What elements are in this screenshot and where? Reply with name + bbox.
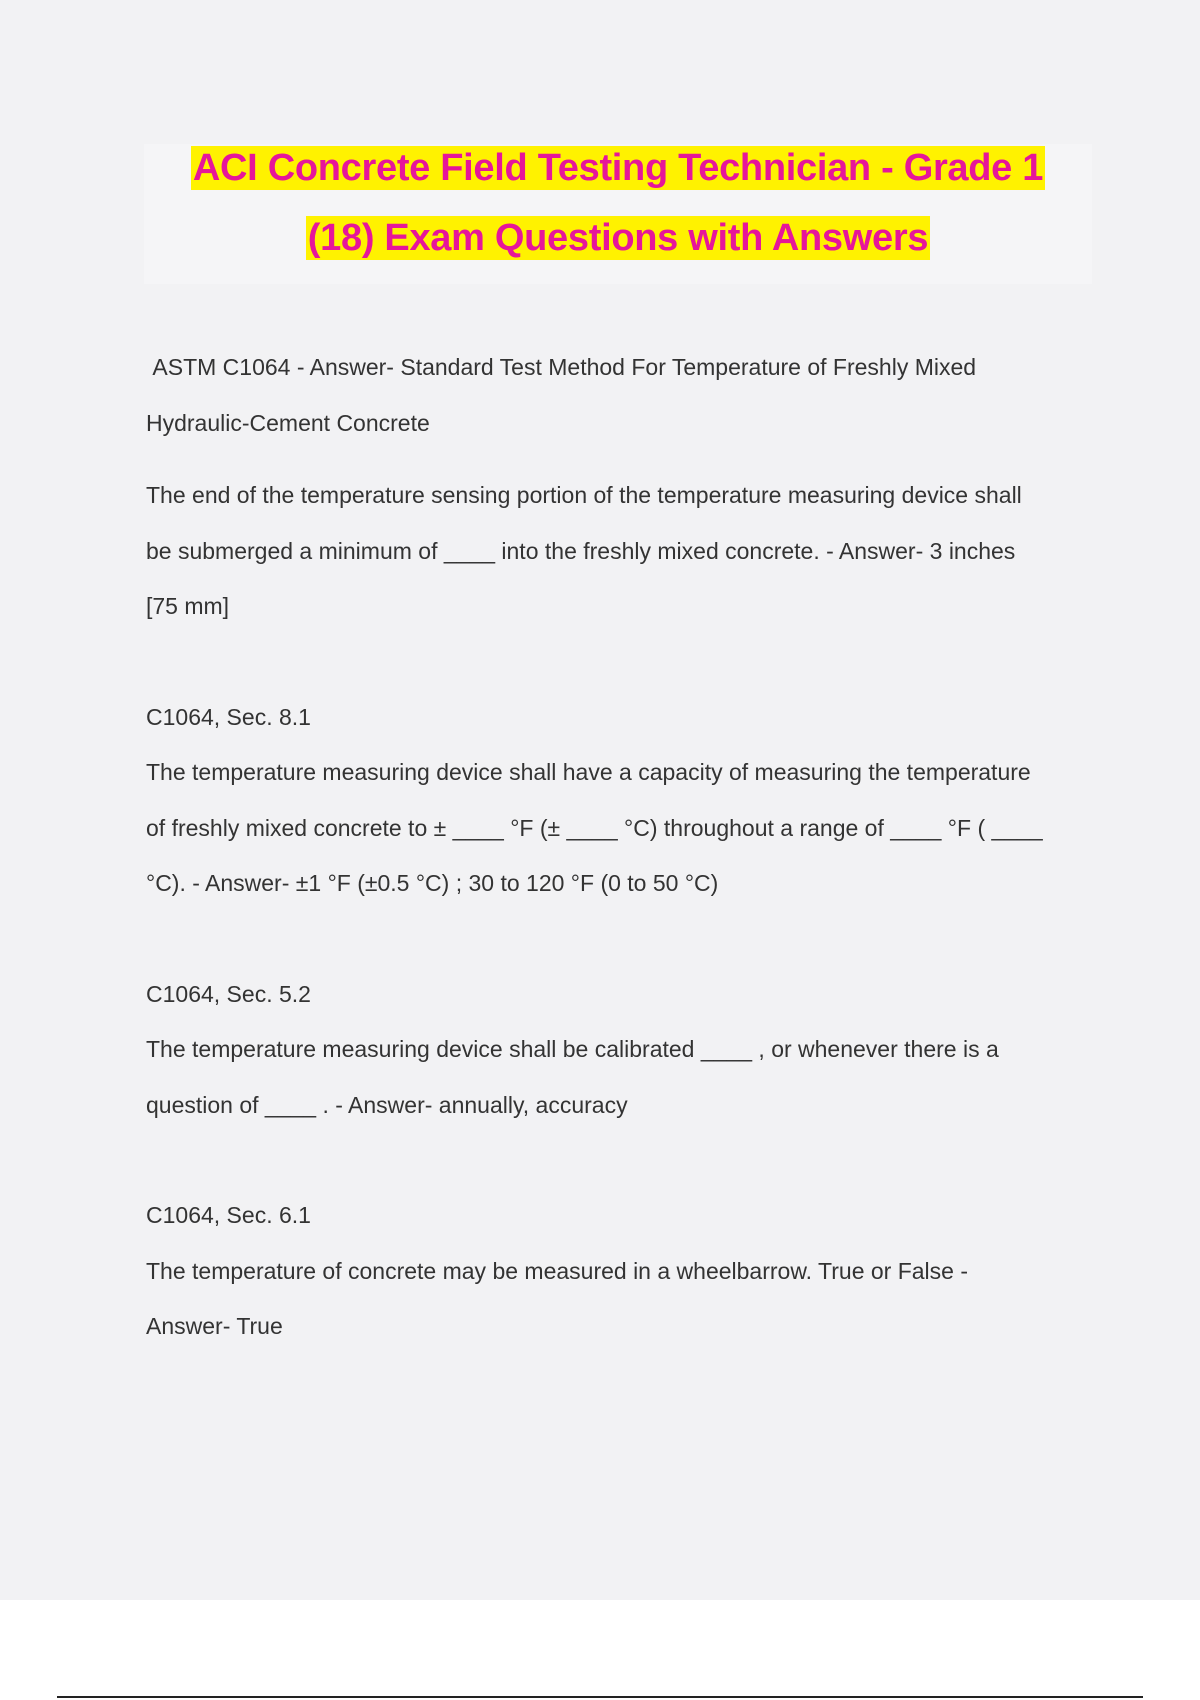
spacer xyxy=(146,451,1096,468)
qa-astm-c1064: ASTM C1064 - Answer- Standard Test Method For Temperature of Freshly Mixed Hydraulic-Cement Concrete xyxy=(146,354,977,436)
qa-calibration: The temperature measuring device shall be calibrated ____ , or whenever there is a question of ____ . - Answer- annually, accuracy xyxy=(146,1036,999,1118)
spacer xyxy=(146,635,1096,690)
section-ref-8-1: C1064, Sec. 8.1 xyxy=(146,703,311,730)
document-title-line-1: ACI Concrete Field Testing Technician - Grade 1 xyxy=(192,147,1044,189)
document-body xyxy=(146,340,1096,1355)
spacer xyxy=(146,912,1096,967)
spacer xyxy=(146,1133,1096,1188)
qa-submersion-depth: The end of the temperature sensing portion of the temperature measuring device shall be submerged a minimum of ____ into the freshly mixed concrete. - Answer- 3 inches [75 mm] xyxy=(146,482,1022,619)
document-title-line-2: (18) Exam Questions with Answers xyxy=(307,217,929,259)
qa-wheelbarrow: The temperature of concrete may be measured in a wheelbarrow. True or False - Answer- True xyxy=(146,1257,969,1339)
qa-measuring-capacity: The temperature measuring device shall have a capacity of measuring the temperature of freshly mixed concrete to ± ____ °F (± ____ °C) throughout a range of ____ °F ( ____ °C). - Answer- ±1 °F (±0.5 °C) ; 30 to 120 °F (0 to 50 °C) xyxy=(146,759,1043,896)
title-block xyxy=(144,144,1092,284)
footer-divider xyxy=(57,1696,1143,1698)
section-ref-6-1: C1064, Sec. 6.1 xyxy=(146,1202,311,1228)
section-ref-5-2: C1064, Sec. 5.2 xyxy=(146,980,311,1007)
